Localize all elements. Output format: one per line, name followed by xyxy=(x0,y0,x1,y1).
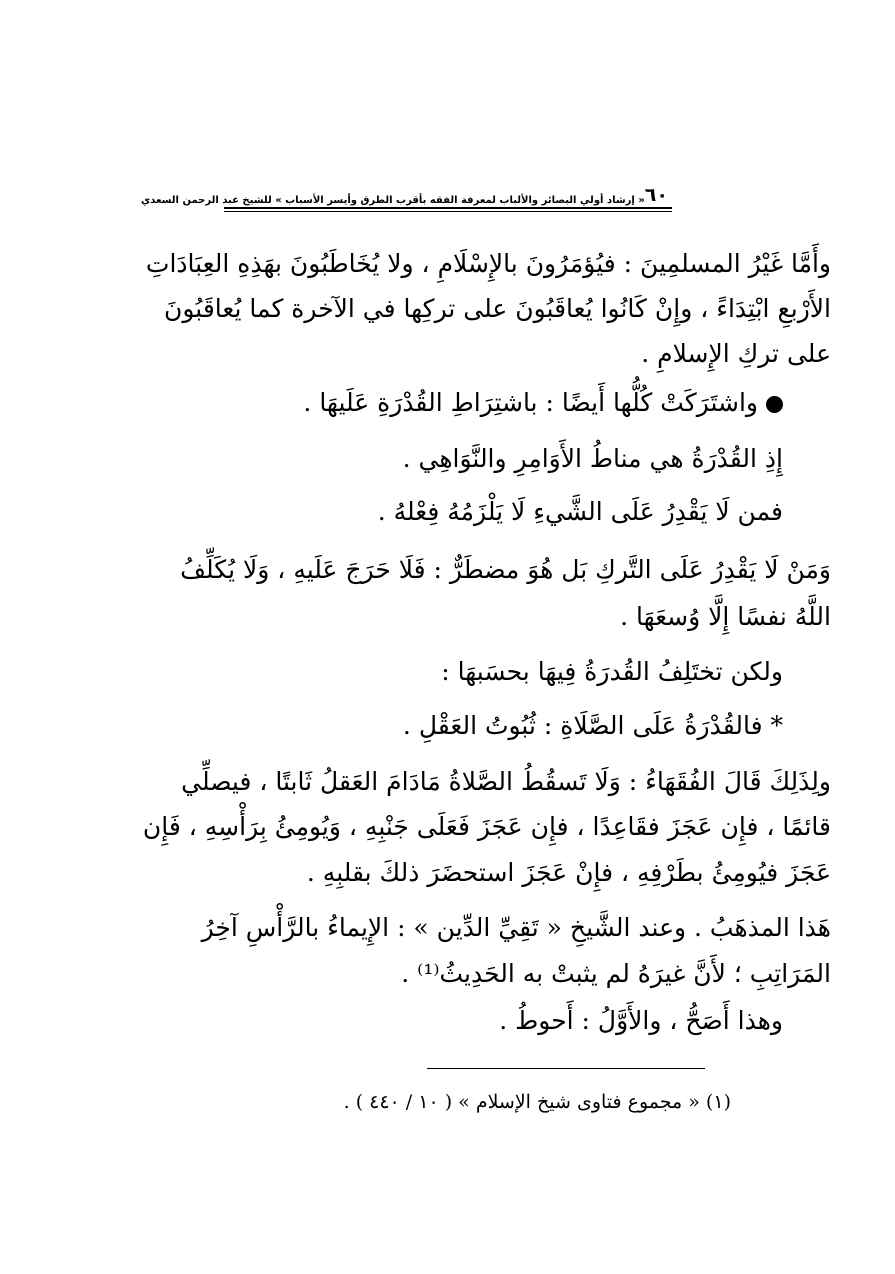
body-line: قائمًا ، فإِن عَجَزَ فقَاعِدًا ، فإِن عَجَزَ فَعَلَى جَنْبِهِ ، وَيُومِئُ بِرَأْسِهِ ، فَإِن xyxy=(142,812,831,841)
body-line: * فالقُدْرَةُ عَلَى الصَّلَاةِ : ثُبُوتُ العَقْلِ . xyxy=(402,711,783,740)
body-line: الأَرْبعِ ابْتِدَاءً ، وإِنْ كَانُوا يُعاقَبُونَ على تركِها في الآخرة كما يُعاقَبُونَ xyxy=(164,294,831,323)
body-line: ولكن تختَلِفُ القُدرَةُ فِيهَا بحسَبهَا : xyxy=(441,657,783,686)
running-title: « إرشاد أولي البصائر والألباب لمعرفة الفقه بأقرب الطرق وأيسر الأسباب » للشيخ عبد الرحمن السعدي xyxy=(141,195,645,206)
body-line-text: واشتَرَكَتْ كُلُّها أَيضًا : باشتِرَاطِ القُدْرَةِ عَلَيهَا . xyxy=(303,388,758,417)
body-line: ولِذَلِكَ قَالَ الفُقَهَاءُ : وَلَا تَسقُطُ الصَّلاةُ مَادَامَ العَقلُ ثَابتًا ، فيصلِّي xyxy=(181,767,831,796)
body-line: هَذا المذهَبُ . وعند الشَّيخِ « تَقِيِّ الدِّين » : الإِيماءُ بالرَّأْسِ آخِرُ xyxy=(201,913,831,942)
body-line: فمن لَا يَقْدِرُ عَلَى الشَّيءِ لَا يَلْزَمُهُ فِعْلهُ . xyxy=(377,497,783,526)
body-line: المَرَاتِبِ ؛ لأَنَّ غيرَهُ لم يثبتْ به الحَدِيثُ⁽¹⁾ . xyxy=(401,959,831,988)
footnote: (١) « مجموع فتاوى شيخ الإسلام » ( ١٠ / ٤٤٠ ) . xyxy=(343,1091,731,1113)
body-line: وأَمَّا غَيْرُ المسلمِينَ : فيُؤمَرُونَ بالإِسْلَامِ ، ولا يُخَاطَبُونَ بهَذِهِ العِبَادَاتِ xyxy=(145,249,831,278)
body-line: وهذا أَصَحُّ ، والأَوَّلُ : أَحوطُ . xyxy=(499,1006,783,1035)
body-line: على تركِ الإِسلامِ . xyxy=(641,339,831,368)
body-line: اللَّهُ نفسًا إِلَّا وُسعَهَا . xyxy=(620,602,831,631)
body-line: وَمَنْ لَا يَقْدِرُ عَلَى التَّركِ بَل هُوَ مضطَرٌّ : فَلَا حَرَجَ عَلَيهِ ، وَلَا يُكَلِّفُ xyxy=(180,555,831,584)
body-line: عَجَزَ فيُومِئُ بطَرْفِهِ ، فإِنْ عَجَزَ استحضَرَ ذلكَ بقلبِهِ . xyxy=(306,858,831,887)
footnote-separator xyxy=(427,1068,705,1069)
page-number: ٦٠ xyxy=(644,184,668,206)
body-line-bullet xyxy=(303,386,783,420)
bullet-icon xyxy=(766,396,783,413)
body-line: إِذِ القُدْرَةُ هي مناطُ الأَوَامِرِ والنَّوَاهِي . xyxy=(402,444,783,473)
